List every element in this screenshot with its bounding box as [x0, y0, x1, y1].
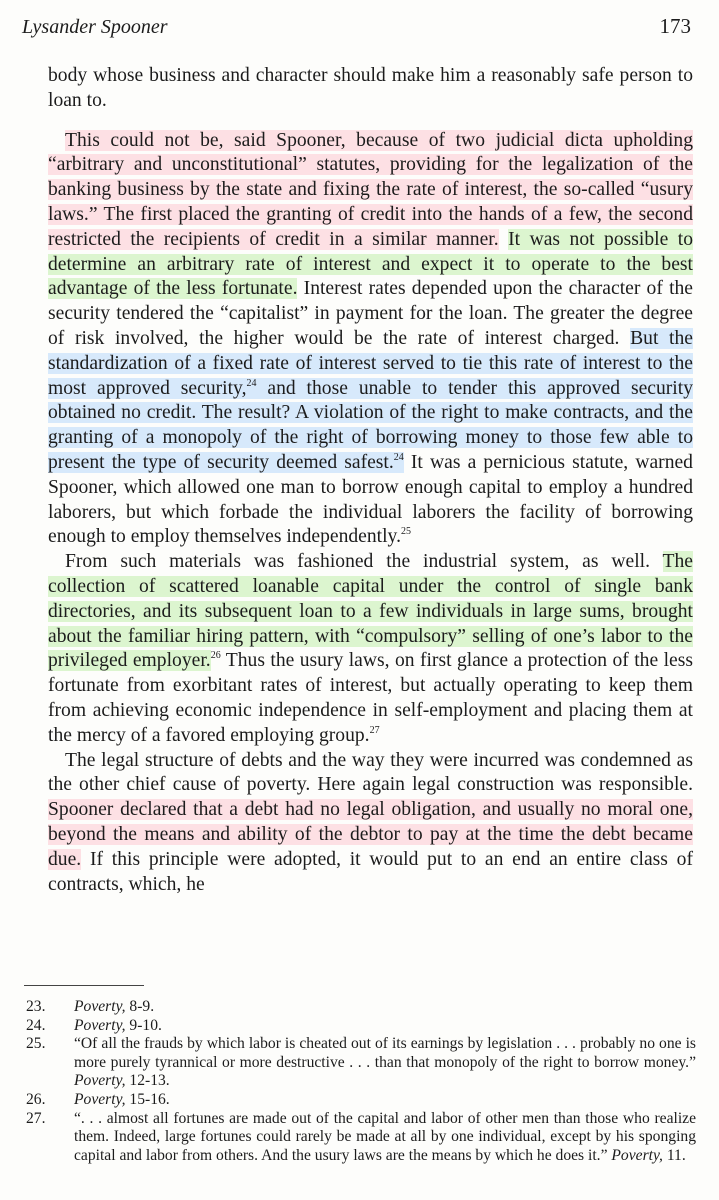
paragraph-debts — [48, 749, 693, 898]
plain-text: The legal structure of debts and the way they were incurred was condemned as the other chief cause of poverty. Here again legal construction was responsible. — [48, 749, 693, 796]
running-head: Lysander Spooner — [22, 16, 168, 38]
footnote-26: 26. Poverty, 15-16. — [26, 1090, 170, 1108]
plain-text: If this principle were adopted, it would put to an end an entire class of contracts, which, he — [48, 848, 693, 895]
paragraph-industrial — [48, 550, 693, 748]
plain-text: It was a pernicious statute, warned Spooner, which allowed one man to borrow enough capital to employ a hundred laborers, but which forbade the individual laborers the facility of borrowing enough to employ themselves independently. — [48, 451, 693, 548]
highlight-blue: But the standardization of a fixed rate of interest served to tie this rate of interest to the most approved security,$^{24}$ and those unable to tender this approved security obtained no credit. The result? A violation of the right to make contracts, and the granting of a monopoly of the right of borrowing money to those few able to present the type of security deemed safest.$^{24}$ — [48, 327, 693, 473]
footnote-ref: 27 — [369, 724, 380, 736]
highlight-green: The collection of scattered loanable capital under the control of single bank directories, and its subsequent loan to a few individuals in large sums, brought about the familiar hiring pattern, with “compulsory” selling of one’s labor to the privileged employer. — [48, 551, 693, 672]
footnote-25: 25. “Of all the frauds by which labor is cheated out of its earnings by legislation . . . probably no one is more purely tyrannical or more destructive . . . than that monopoly of the right to borrow money.” Poverty, 12-13. — [26, 1035, 696, 1090]
footnote-23: 23. Poverty, 8-9. — [26, 998, 155, 1015]
paragraph-continuation: body whose business and character should make him a reasonably safe person to loan to. — [48, 65, 693, 111]
footnote-ref: 25 — [400, 526, 411, 538]
footnotes — [26, 998, 696, 1165]
paragraph-usury — [48, 129, 693, 551]
plain-text: Interest rates depended upon the character of the security tendered the “capitalist” in payment for the loan. The greater the degree of risk involved, the higher would be the rate of interest charged. — [48, 278, 694, 349]
highlight-green: It was not possible to determine an arbitrary rate of interest and expect it to operate to the best advantage of the less fortunate. — [48, 228, 693, 300]
footnote-ref: 24 — [246, 377, 257, 389]
footnote-ref: 26 — [210, 650, 221, 662]
page-number: 173 — [659, 14, 691, 38]
footnote-ref: 24 — [393, 451, 404, 463]
footnote-27: 27. “. . . almost all fortunes are made out of the capital and labor of other men than those who realize them. Indeed, large fortunes could rarely be made at all by one individual, except by his sponging capital and labor from others. And the usury laws are the means by which he does it.” Poverty, 11. — [26, 1109, 696, 1164]
plain-text: From such materials was fashioned the industrial system, as well. — [65, 551, 650, 573]
footnote-divider — [24, 985, 144, 986]
body-text — [48, 64, 693, 897]
footnote-24: 24. Poverty, 9-10. — [26, 1016, 162, 1034]
page-header — [22, 14, 691, 46]
plain-text: Thus the usury laws, on first glance a protection of the less fortunate from exorbitant rates of interest, but actually operating to keep them from achieving economic independence in self-employment and placing them at the mercy of a favored employing group. — [48, 650, 693, 746]
highlight-pink: Spooner declared that a debt had no legal obligation, and usually no moral one, beyond the means and ability of the debtor to pay at the time the debt became due. — [48, 799, 693, 870]
highlight-pink: This could not be, said Spooner, because of two judicial dicta upholding “arbitrary and unconstitutional” statutes, providing for the legalization of the banking business by the state and fixing the rate of interest, the so-called “usury laws.” The first placed the granting of credit into the hands of a few, the second restricted the recipients of credit in a similar manner. — [48, 129, 693, 250]
